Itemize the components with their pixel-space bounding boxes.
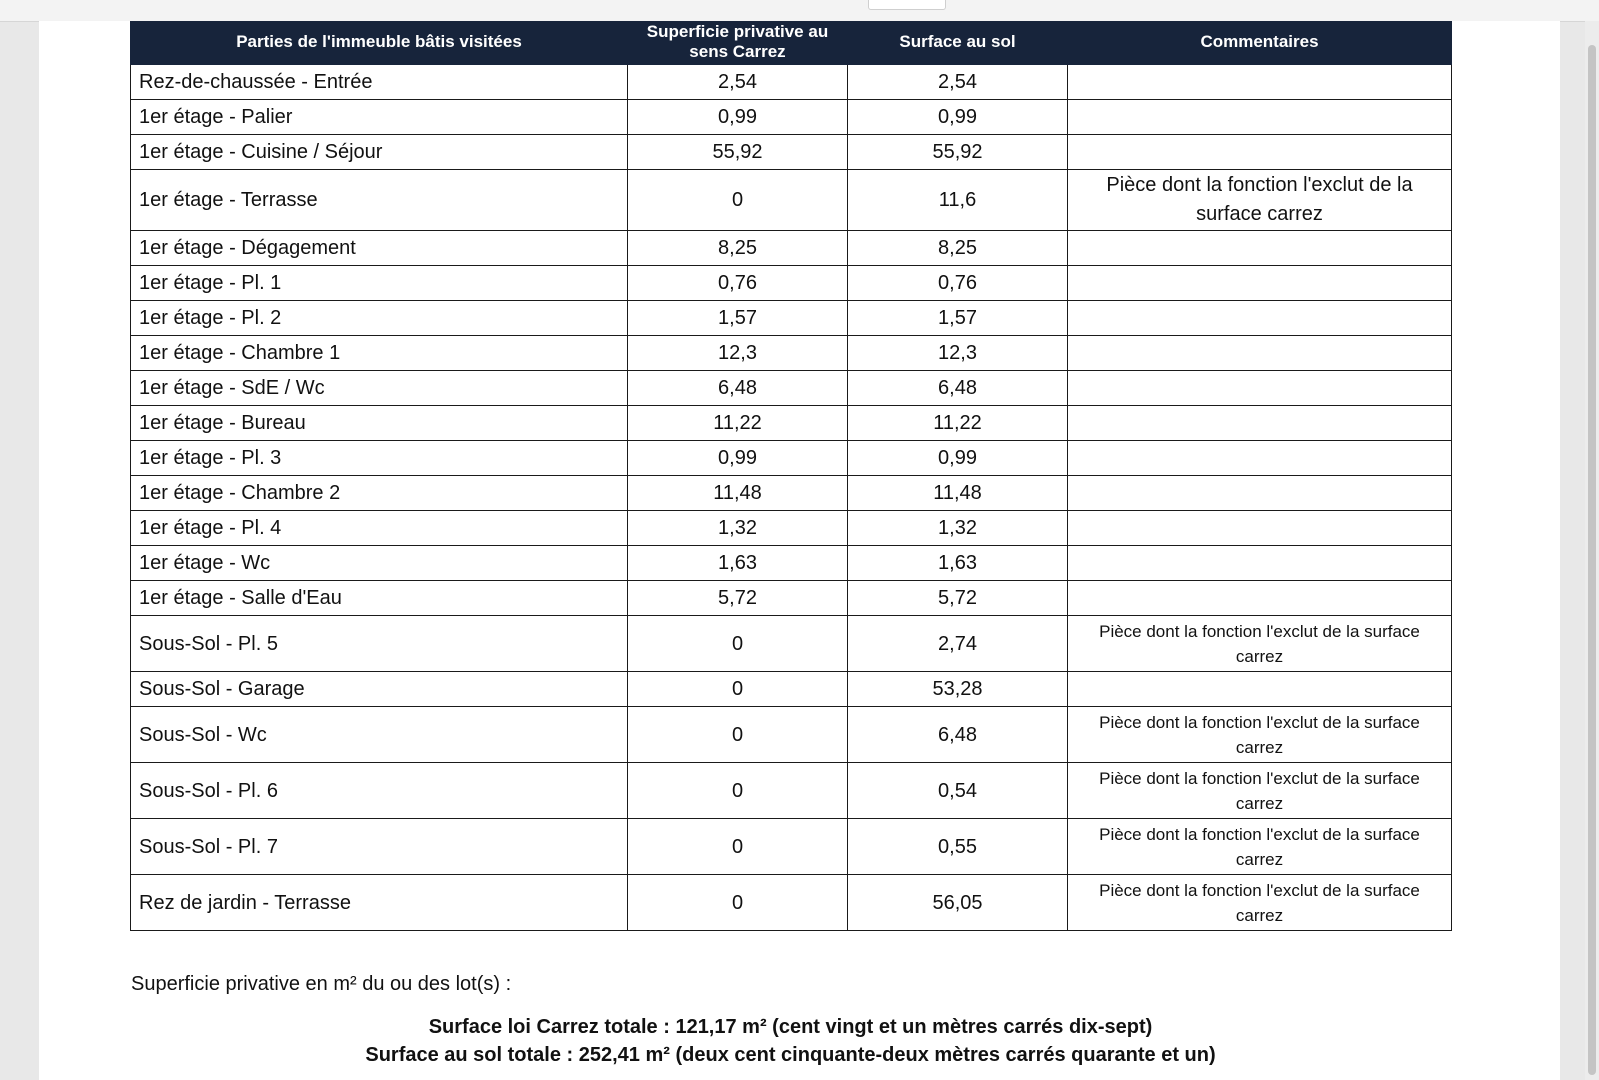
cell-part: 1er étage - Pl. 3 [131,441,628,476]
cell-part: 1er étage - Pl. 4 [131,511,628,546]
table-row [131,672,1452,707]
cell-part: 1er étage - SdE / Wc [131,371,628,406]
cell-carrez: 0 [628,672,848,707]
header-comments: Commentaires [1068,21,1452,65]
cell-carrez: 11,22 [628,406,848,441]
cell-part: Sous-Sol - Pl. 7 [131,819,628,875]
cell-carrez: 1,32 [628,511,848,546]
cell-part: 1er étage - Chambre 2 [131,476,628,511]
table-row [131,170,1452,231]
table-row [131,100,1452,135]
cell-comment: Pièce dont la fonction l'exclut de la surface carrez [1068,707,1452,763]
cell-carrez: 0,99 [628,100,848,135]
table-row [131,616,1452,672]
cell-part: Sous-Sol - Pl. 6 [131,763,628,819]
cell-part: Rez-de-chaussée - Entrée [131,65,628,100]
cell-sol: 53,28 [848,672,1068,707]
table-row [131,406,1452,441]
cell-part: Sous-Sol - Garage [131,672,628,707]
cell-sol: 8,25 [848,231,1068,266]
cell-comment: Pièce dont la fonction l'exclut de la surface carrez [1068,875,1452,931]
cell-part: 1er étage - Pl. 2 [131,301,628,336]
table-row [131,371,1452,406]
cell-comment: Pièce dont la fonction l'exclut de la surface carrez [1068,170,1452,231]
cell-part: 1er étage - Bureau [131,406,628,441]
cell-carrez: 0 [628,170,848,231]
cell-sol: 11,48 [848,476,1068,511]
cell-carrez: 1,63 [628,546,848,581]
cell-part: 1er étage - Pl. 1 [131,266,628,301]
total-sol: Surface au sol totale : 252,41 m² (deux cent cinquante-deux mètres carrés quarante et un) [365,1044,1216,1066]
cell-sol: 6,48 [848,707,1068,763]
cell-comment [1068,336,1452,371]
cell-carrez: 6,48 [628,371,848,406]
table-row [131,875,1452,931]
table-row [131,763,1452,819]
cell-part: 1er étage - Terrasse [131,170,628,231]
table-row [131,135,1452,170]
table-row [131,581,1452,616]
table-row [131,441,1452,476]
cell-sol: 0,55 [848,819,1068,875]
cell-sol: 55,92 [848,135,1068,170]
table-row [131,266,1452,301]
summary-label: Superficie privative en m² du ou des lot(s) : [131,973,512,995]
cell-carrez: 2,54 [628,65,848,100]
cell-comment: Pièce dont la fonction l'exclut de la surface carrez [1068,819,1452,875]
cell-carrez: 0 [628,819,848,875]
cell-sol: 0,99 [848,441,1068,476]
document-page [39,21,1560,1080]
cell-part: Sous-Sol - Wc [131,707,628,763]
cell-part: 1er étage - Dégagement [131,231,628,266]
cell-part: 1er étage - Chambre 1 [131,336,628,371]
cell-comment: Pièce dont la fonction l'exclut de la surface carrez [1068,616,1452,672]
cell-part: 1er étage - Palier [131,100,628,135]
table-row [131,476,1452,511]
viewer-toolbar [0,0,1599,22]
header-carrez: Superficie privative au sens Carrez [628,21,848,65]
cell-carrez: 12,3 [628,336,848,371]
cell-sol: 2,54 [848,65,1068,100]
cell-carrez: 11,48 [628,476,848,511]
cell-sol: 56,05 [848,875,1068,931]
table-row [131,336,1452,371]
cell-part: 1er étage - Wc [131,546,628,581]
cell-comment [1068,476,1452,511]
scrollbar-thumb[interactable] [1588,45,1596,1075]
cell-comment [1068,511,1452,546]
cell-carrez: 0 [628,875,848,931]
cell-sol: 0,54 [848,763,1068,819]
cell-sol: 5,72 [848,581,1068,616]
cell-comment [1068,406,1452,441]
cell-sol: 12,3 [848,336,1068,371]
cell-carrez: 0,76 [628,266,848,301]
surfaces-table [130,21,1452,931]
table-row [131,231,1452,266]
cell-sol: 0,76 [848,266,1068,301]
cell-part: Sous-Sol - Pl. 5 [131,616,628,672]
table-row [131,819,1452,875]
cell-comment [1068,231,1452,266]
cell-part: 1er étage - Salle d'Eau [131,581,628,616]
cell-sol: 11,22 [848,406,1068,441]
table-row [131,546,1452,581]
cell-carrez: 55,92 [628,135,848,170]
cell-comment [1068,546,1452,581]
cell-carrez: 0,99 [628,441,848,476]
cell-carrez: 0 [628,763,848,819]
cell-sol: 2,74 [848,616,1068,672]
cell-sol: 1,32 [848,511,1068,546]
cell-comment: Pièce dont la fonction l'exclut de la surface carrez [1068,763,1452,819]
table-row [131,707,1452,763]
cell-comment [1068,371,1452,406]
cell-sol: 0,99 [848,100,1068,135]
page-indicator-tab[interactable] [868,0,946,10]
cell-comment [1068,441,1452,476]
table-header-row [131,21,1452,65]
cell-comment [1068,301,1452,336]
cell-carrez: 1,57 [628,301,848,336]
header-sol: Surface au sol [848,21,1068,65]
header-part: Parties de l'immeuble bâtis visitées [131,21,628,65]
cell-comment [1068,672,1452,707]
cell-comment [1068,135,1452,170]
cell-part: 1er étage - Cuisine / Séjour [131,135,628,170]
cell-carrez: 0 [628,616,848,672]
cell-carrez: 0 [628,707,848,763]
total-carrez: Surface loi Carrez totale : 121,17 m² (cent vingt et un mètres carrés dix-sept) [428,1016,1153,1038]
cell-comment [1068,266,1452,301]
cell-sol: 1,63 [848,546,1068,581]
table-row [131,301,1452,336]
scrollbar[interactable] [1585,21,1599,1080]
cell-part: Rez de jardin - Terrasse [131,875,628,931]
cell-comment [1068,100,1452,135]
table-row [131,65,1452,100]
cell-carrez: 5,72 [628,581,848,616]
cell-carrez: 8,25 [628,231,848,266]
cell-sol: 6,48 [848,371,1068,406]
cell-comment [1068,581,1452,616]
cell-comment [1068,65,1452,100]
cell-sol: 1,57 [848,301,1068,336]
cell-sol: 11,6 [848,170,1068,231]
table-row [131,511,1452,546]
